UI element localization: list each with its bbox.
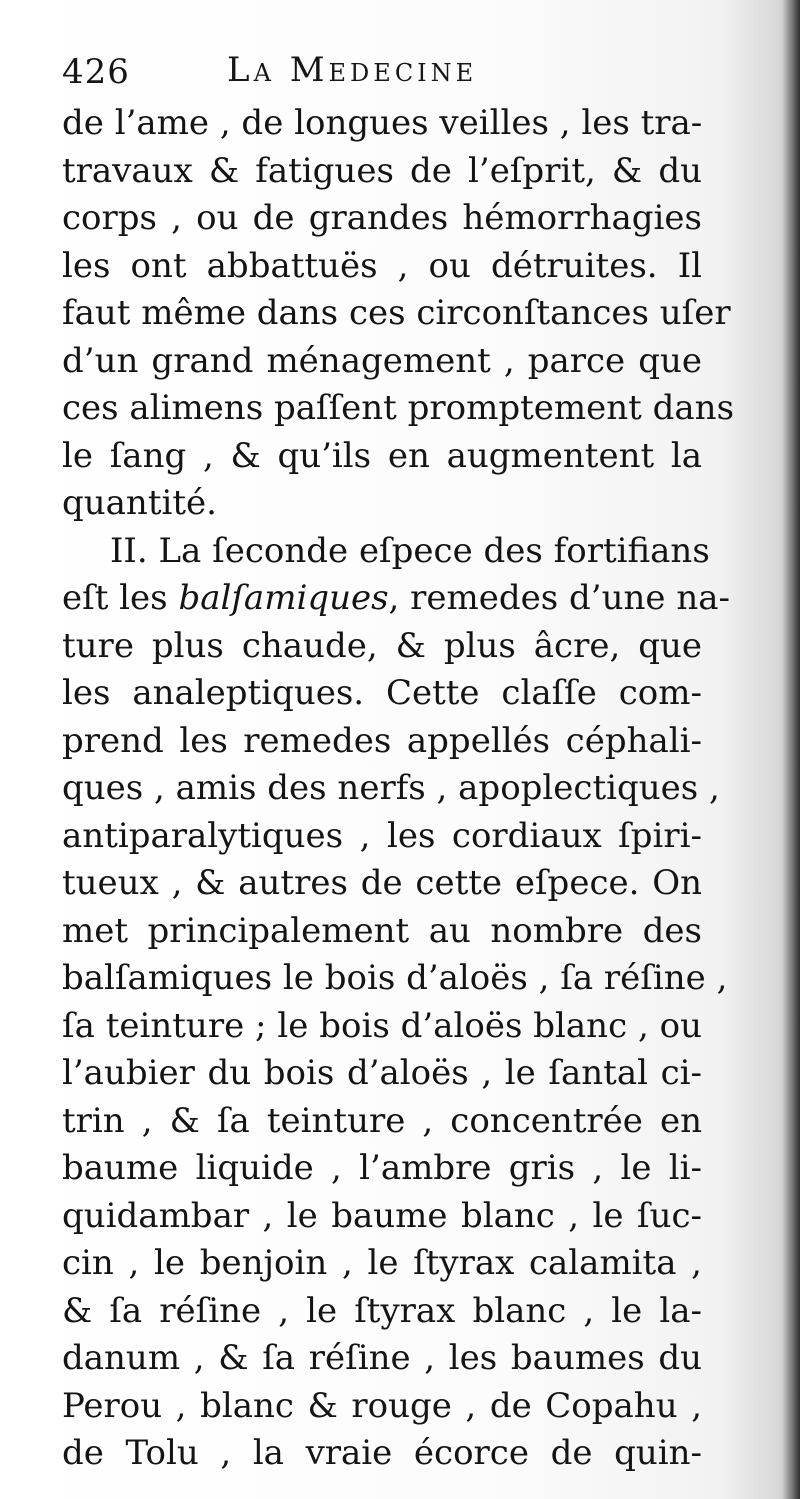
body-text <box>62 100 735 1478</box>
text-line: balſamiques le bois d’aloës , ſa réſine , <box>62 958 728 998</box>
text-line: les ont abbattuës , ou détruites. Il <box>62 245 702 286</box>
text-line: l’aubier du bois d’aloës , le ſantal ci- <box>62 1053 702 1093</box>
paragraph-start-line: II. La ſeconde eſpece des fortifians <box>110 530 710 571</box>
text-line: ture plus chaude, & plus âcre, que <box>62 625 702 666</box>
text-line: prend les remedes appellés céphali- <box>62 720 702 761</box>
text-line-with-italic <box>62 575 730 623</box>
text-line: travaux & fatigues de l’eſprit, & du <box>62 150 702 191</box>
text-line: trin , & ſa teinture , concentrée en <box>62 1100 702 1141</box>
text-line: baume liquide , l’ambre gris , le li- <box>62 1148 702 1188</box>
text-line: ques , amis des nerfs , apoplectiques , <box>62 768 720 808</box>
running-title: La Medecine <box>227 50 478 90</box>
text-line: quidambar , le baume blanc , le ſuc- <box>62 1195 702 1236</box>
text-line: d’un grand ménagement , parce que <box>62 340 702 381</box>
text-line: le ſang , & qu’ils en augmentent la <box>62 435 702 476</box>
text-fragment: eſt les <box>62 578 168 618</box>
text-line: met principalement au nombre des <box>62 910 702 951</box>
page-number: 426 <box>62 52 130 92</box>
text-line: tueux , & autres de cette eſpece. On <box>62 863 702 903</box>
italic-term: balſamiques <box>178 578 389 618</box>
text-line: faut même dans ces circonſtances uſer <box>62 293 731 333</box>
text-line: Perou , blanc & rouge , de Copahu , <box>62 1385 702 1426</box>
text-line: de l’ame , de longues veilles , les tra- <box>62 103 703 143</box>
text-line: corps , ou de grandes hémorrhagies <box>62 198 702 238</box>
text-line: quantité. <box>62 483 217 523</box>
text-line: ſa teinture ; le bois d’aloës blanc , ou <box>62 1005 702 1046</box>
text-fragment: , remedes d’une na- <box>388 578 730 618</box>
text-line: & ſa réſine , le ſtyrax blanc , le la- <box>62 1290 702 1331</box>
text-line: les analeptiques. Cette claſſe com- <box>62 673 702 713</box>
text-line: ces alimens paſſent promptement dans <box>62 388 735 428</box>
text-line: danum , & ſa réſine , les baumes du <box>62 1338 702 1378</box>
text-line: cin , le benjoin , le ſtyrax calamita , <box>62 1243 702 1283</box>
running-head <box>62 48 702 98</box>
text-line: antiparalytiques , les cordiaux ſpiri- <box>62 815 702 856</box>
text-line: de Tolu , la vraie écorce de quin- <box>62 1433 702 1473</box>
